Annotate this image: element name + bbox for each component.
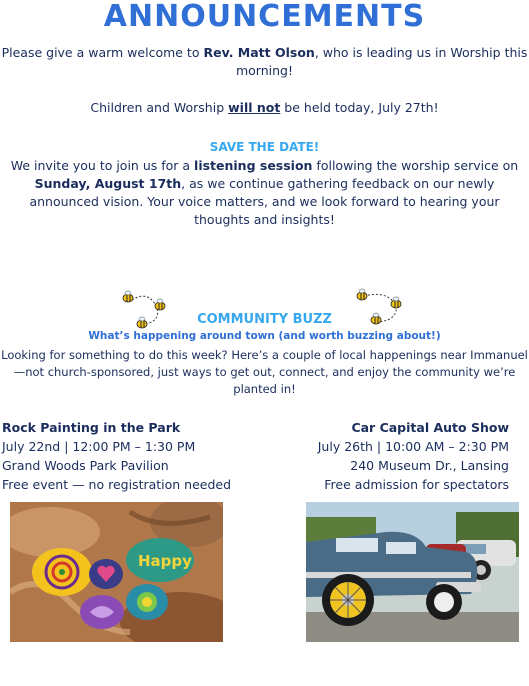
- event-rock-painting: [2, 418, 231, 494]
- welcome-text: Please give a warm welcome to Rev. Matt Olson, who is leading us in Worship this morning!: [1, 45, 528, 78]
- event-auto-show: [318, 418, 509, 494]
- event-time: July 26th | 10:00 AM – 2:30 PM: [317, 439, 509, 454]
- painted-rocks-photo: [10, 502, 223, 642]
- page-title: ANNOUNCEMENTS: [103, 0, 426, 34]
- event-time: July 22nd | 12:00 PM – 1:30 PM: [2, 439, 196, 454]
- event-location: Grand Woods Park Pavilion: [2, 458, 169, 473]
- event-location: 240 Museum Dr., Lansing: [350, 458, 509, 473]
- save-the-date-heading: SAVE THE DATE!: [209, 140, 320, 154]
- event-name: Car Capital Auto Show: [351, 420, 509, 435]
- save-the-date-text: We invite you to join us for a listening session following the worship service on Sunday, August 17th, as we continue gathering feedback on our newly announced vision. Your voice matters, and we look forward to hearing your thoughts and insights!: [10, 158, 519, 227]
- event-note: Free event — no registration needed: [2, 477, 232, 492]
- event-note: Free admission for spectators: [324, 477, 509, 492]
- classic-car-photo: [306, 502, 519, 642]
- community-buzz-subtitle: What’s happening around town (and worth buzzing about!): [88, 330, 441, 342]
- community-buzz-intro: Looking for something to do this week? Here’s a couple of local happenings near Immanuel—not church-sponsored, just ways to get out, connect, and enjoy the community we’re planted in!: [1, 348, 528, 396]
- rock-text: Happy: [138, 552, 192, 570]
- children-worship-notice: Children and Worship will not be held today, July 27th!: [90, 100, 439, 115]
- community-buzz-title: COMMUNITY BUZZ: [197, 312, 332, 327]
- event-name: Rock Painting in the Park: [2, 420, 181, 435]
